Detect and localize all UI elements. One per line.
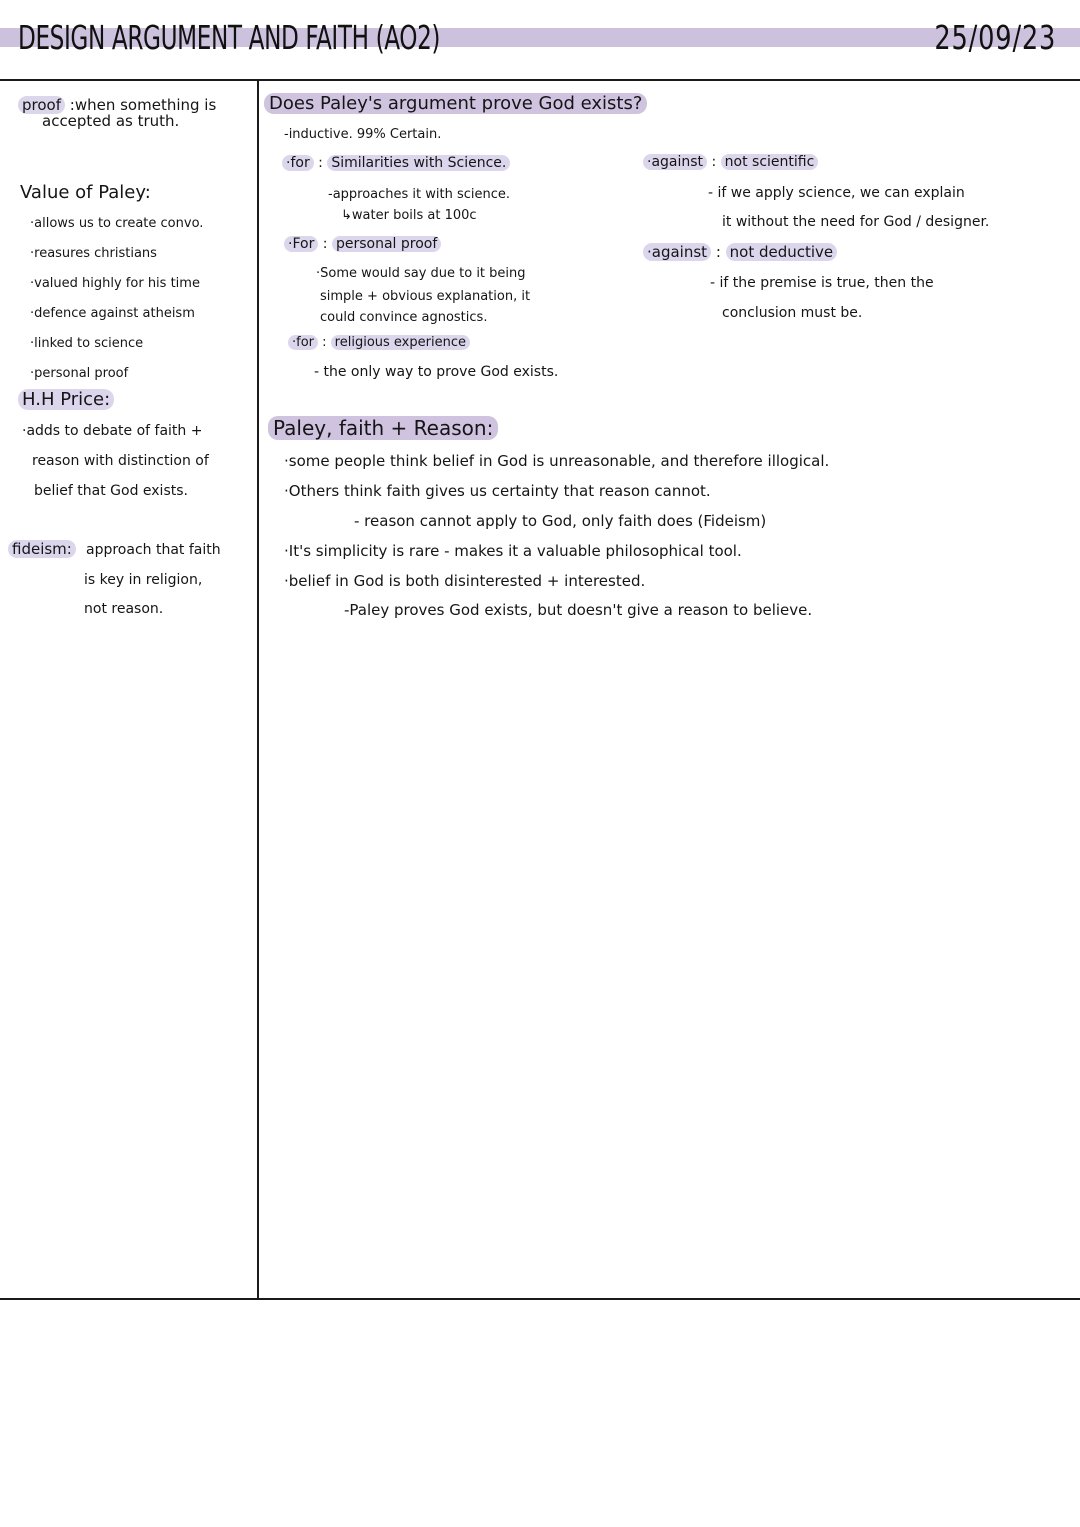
- against-point-not-scientific: ·against : not scientific: [643, 154, 818, 170]
- hh-price-heading: H.H Price:: [18, 389, 114, 410]
- for-detail: could convince agnostics.: [320, 310, 488, 325]
- value-of-paley-heading: Value of Paley:: [20, 182, 151, 203]
- cue-column-divider: [257, 80, 259, 1299]
- header-divider: [0, 79, 1080, 81]
- value-item: ·valued highly for his time: [30, 276, 200, 291]
- value-item: ·personal proof: [30, 366, 129, 381]
- for-detail: ·Some would say due to it being: [316, 266, 526, 281]
- proof-definition-line1: :when something is: [69, 96, 217, 114]
- for-point-personal-proof: ·For : personal proof: [284, 236, 441, 252]
- section2-line: ·some people think belief in God is unreasonable, and therefore illogical.: [284, 452, 830, 470]
- against-detail: conclusion must be.: [722, 305, 863, 321]
- section2-line: - reason cannot apply to God, only faith does (Fideism): [354, 512, 767, 530]
- against-detail: it without the need for God / designer.: [722, 214, 990, 230]
- section2-line: ·It's simplicity is rare - makes it a valuable philosophical tool.: [284, 542, 742, 560]
- value-item: ·linked to science: [30, 336, 144, 351]
- proof-term: proof: [18, 96, 65, 114]
- section1-heading: Does Paley's argument prove God exists?: [264, 93, 647, 114]
- against-detail: - if the premise is true, then the: [710, 275, 934, 291]
- hh-price-line: belief that God exists.: [34, 483, 188, 499]
- fideism-line: approach that faith: [86, 542, 221, 558]
- fideism-line: not reason.: [84, 601, 164, 617]
- summary-area: [0, 1300, 1080, 1527]
- for-point-science: ·for : Similarities with Science.: [282, 155, 510, 171]
- section1-intro: -inductive. 99% Certain.: [284, 127, 442, 142]
- page-title: DESIGN ARGUMENT AND FAITH (AO2): [18, 18, 441, 57]
- hh-price-line: reason with distinction of: [32, 453, 209, 469]
- value-item: ·reasures christians: [30, 246, 157, 261]
- value-item: ·defence against atheism: [30, 306, 195, 321]
- against-detail: - if we apply science, we can explain: [708, 185, 965, 201]
- section2-line: ·Others think faith gives us certainty that reason cannot.: [284, 482, 711, 500]
- for-point-religious-experience: ·for : religious experience: [288, 335, 470, 350]
- against-point-not-deductive: ·against : not deductive: [643, 243, 837, 261]
- section2-heading: Paley, faith + Reason:: [268, 416, 498, 440]
- hh-price-line: ·adds to debate of faith +: [22, 423, 203, 439]
- section2-line: ·belief in God is both disinterested + interested.: [284, 572, 646, 590]
- fideism-line: is key in religion,: [84, 572, 203, 588]
- section2-line: -Paley proves God exists, but doesn't give a reason to believe.: [344, 601, 813, 619]
- value-item: ·allows us to create convo.: [30, 216, 204, 231]
- for-detail: - the only way to prove God exists.: [314, 364, 559, 380]
- fideism-term: fideism:: [8, 540, 76, 558]
- for-detail: simple + obvious explanation, it: [320, 289, 531, 304]
- page-date: 25/09/23: [934, 18, 1056, 57]
- for-detail: ↳water boils at 100c: [341, 208, 477, 223]
- proof-definition-line2: accepted as truth.: [42, 112, 180, 130]
- for-detail: -approaches it with science.: [328, 187, 511, 202]
